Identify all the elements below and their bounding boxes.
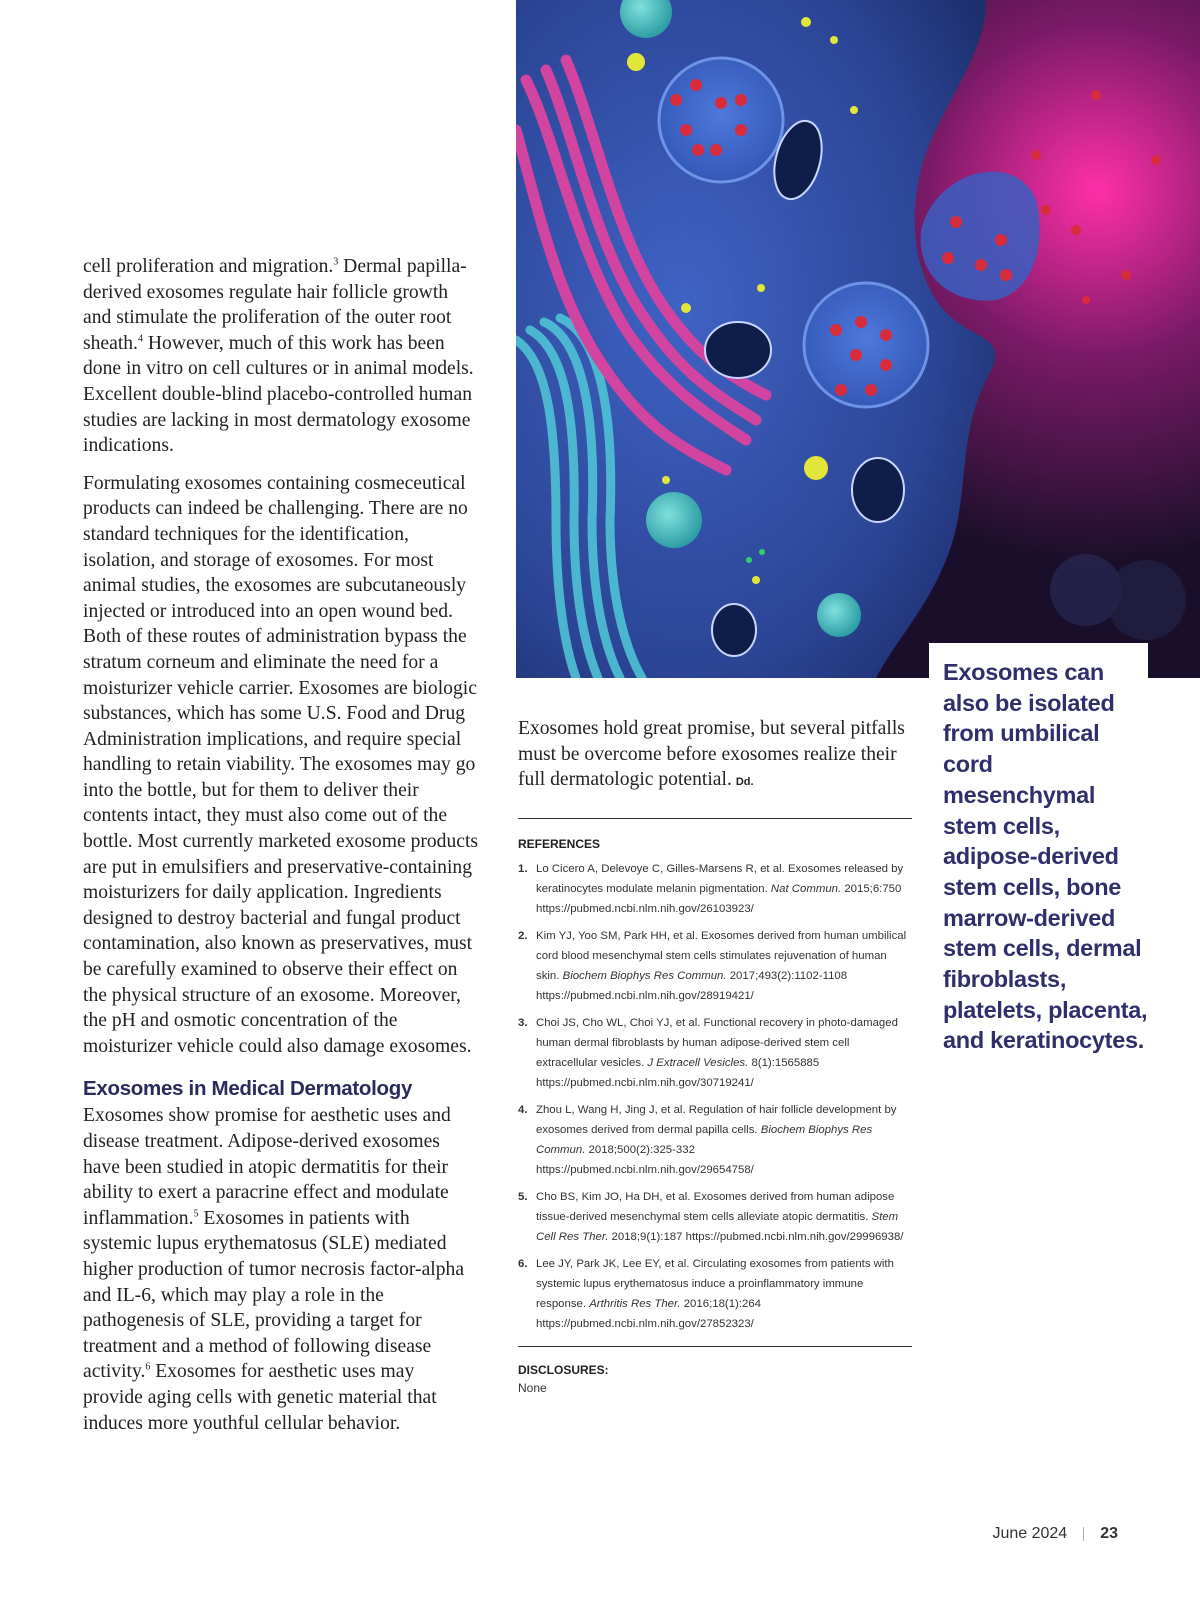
pull-quote: Exosomes can also be isolated from umbilical cord mesenchymal stem cells, adipose-derived stem cells, bone marrow-derived stem cells, dermal fibroblasts, platelets, placenta, and keratinocytes. xyxy=(929,643,1148,1056)
body-paragraph xyxy=(83,1103,479,1436)
reference-number: 5. xyxy=(518,1190,528,1203)
page-number: 23 xyxy=(1100,1525,1118,1542)
page-footer xyxy=(992,1525,1118,1543)
multivesicular-body xyxy=(659,58,783,182)
end-mark: Dd. xyxy=(735,776,754,789)
reference-number: 1. xyxy=(518,862,528,875)
cell-artwork-svg xyxy=(516,0,1200,678)
divider xyxy=(518,818,912,819)
citation-number: 5 xyxy=(193,1208,199,1220)
footer-separator xyxy=(1083,1527,1084,1541)
reference-citation-link[interactable]: 2018;9(1):187 https://pubmed.ncbi.nlm.nih.gov/29996938/ xyxy=(608,1230,904,1243)
reference-number: 3. xyxy=(518,1016,528,1029)
reference-number: 6. xyxy=(518,1257,528,1270)
reference-citation-link[interactable]: 2016;18(1):264 https://pubmed.ncbi.nlm.nih.gov/27852323/ xyxy=(536,1297,761,1330)
paragraph-text: Exosomes in patients with systemic lupus erythematosus (SLE) mediated higher production of tumor necrosis factor-alpha and IL-6, which may play a role in the pathogenesis of SLE, providing a target for treatment and a method of following disease activity. xyxy=(83,1207,465,1383)
reference-authors-title: Lo Cicero A, Delevoye C, Gilles-Marsens R, et al. Exosomes released by keratinocytes modulate melanin pigmentation. xyxy=(536,862,904,895)
left-column xyxy=(83,254,479,1436)
reference-authors-title: Choi JS, Cho WL, Choi YJ, et al. Functional recovery in photo-damaged human dermal fibroblasts by human adipose-derived stem cell extracellular vesicles. xyxy=(536,1016,898,1069)
references-heading: REFERENCES xyxy=(518,836,601,851)
reference-citation-link[interactable]: 2017;493(2):1102-1108 https://pubmed.ncbi.nlm.nih.gov/28919421/ xyxy=(536,969,848,1002)
reference-journal: Biochem Biophys Res Commun. xyxy=(536,1123,873,1156)
section-heading: Exosomes in Medical Dermatology xyxy=(83,1077,413,1101)
reference-item xyxy=(518,1187,912,1247)
reference-authors-title: Zhou L, Wang H, Jing J, et al. Regulation of hair follicle development by exosomes derived from dermal papilla cells. xyxy=(536,1103,897,1136)
reference-authors-title: Cho BS, Kim JO, Ha DH, et al. Exosomes derived from human adipose tissue-derived mesenchymal stem cells alleviate atopic dermatitis. xyxy=(536,1190,895,1223)
disclosures-text: None xyxy=(518,1380,547,1395)
body-paragraph xyxy=(83,254,479,459)
reference-journal: Arthritis Res Ther. xyxy=(589,1297,681,1310)
reference-journal: J Extracell Vesicles. xyxy=(647,1056,749,1069)
reference-item xyxy=(518,1013,912,1093)
paragraph-text: Exosomes show promise for aesthetic uses and disease treatment. Adipose-derived exosomes have been studied in atopic dermatitis for their ability to exert a paracrine effect and modulate inflammation. xyxy=(83,1105,451,1229)
closing-paragraph xyxy=(518,716,912,796)
body-paragraph: Formulating exosomes containing cosmeceutical products can indeed be challenging. There are no standard techniques for the identification, isolation, and storage of exosomes. For most animal studies, the exosomes are subcutaneously injected or introduced into an open wound bed. Both of these routes of administration bypass the stratum corneum and eliminate the need for a moisturizer vehicle carrier. Exosomes are biologic substances, which has some U.S. Food and Drug Administration implications, and require special handling to retain viability. The exosomes may go into the bottle, but for them to deliver their contents intact, they must also come out of the bottle. Most currently marketed exosome products are put in emulsifiers and preservative-containing moisturizers for daily application. Ingredients designed to destroy bacterial and fungal product contamination, also known as preservatives, must be carefully examined to observe their effect on the physical structure of an exosome. Moreover, the pH and osmotic concentration of the moisturizer vehicle could also damage exosomes. xyxy=(83,472,479,1057)
citation-number: 6 xyxy=(145,1361,151,1373)
reference-citation-link[interactable]: 2018;500(2):325-332 https://pubmed.ncbi.nlm.nih.gov/29654758/ xyxy=(536,1143,754,1176)
closing-text: Exosomes hold great promise, but several pitfalls must be overcome before exosomes realize their full dermatologic potential. xyxy=(518,718,905,791)
references-list xyxy=(518,859,912,1334)
reference-item xyxy=(518,1254,912,1334)
exosome-illustration xyxy=(516,0,1200,678)
reference-citation-link[interactable]: 2015;6:750 https://pubmed.ncbi.nlm.nih.gov/26103923/ xyxy=(536,882,902,915)
divider xyxy=(518,1346,912,1347)
citation-number: 3 xyxy=(333,256,339,268)
reference-journal: Biochem Biophys Res Commun. xyxy=(562,969,727,982)
middle-column xyxy=(518,716,912,1395)
reference-number: 2. xyxy=(518,929,528,942)
reference-journal: Stem Cell Res Ther. xyxy=(536,1210,899,1243)
reference-authors-title: Kim YJ, Yoo SM, Park HH, et al. Exosomes derived from human umbilical cord blood mesenchymal stem cells stimulates rejuvenation of human skin. xyxy=(536,929,907,982)
disclosures-heading: DISCLOSURES: xyxy=(518,1362,609,1377)
reference-item xyxy=(518,1100,912,1180)
citation-number: 4 xyxy=(137,333,143,345)
paragraph-text: Exosomes for aesthetic uses may provide aging cells with genetic material that induces more youthful cellular behavior. xyxy=(83,1361,437,1434)
reference-item xyxy=(518,859,912,919)
issue-date: June 2024 xyxy=(992,1525,1068,1542)
paragraph-text: However, much of this work has been done in vitro on cell cultures or in animal models. Excellent double-blind placebo-controlled human studies are lacking in most dermatology exosome indications. xyxy=(83,332,474,457)
paragraph-text: Dermal papilla-derived exosomes regulate hair follicle growth and stimulate the proliferation of the outer root sheath. xyxy=(83,256,467,354)
reference-number: 4. xyxy=(518,1103,528,1116)
paragraph-text: cell proliferation and migration. xyxy=(83,256,334,277)
reference-citation-link[interactable]: 8(1):1565885 https://pubmed.ncbi.nlm.nih.gov/30719241/ xyxy=(536,1056,820,1089)
reference-item xyxy=(518,926,912,1006)
reference-journal: Nat Commun. xyxy=(770,882,842,895)
reference-authors-title: Lee JY, Park JK, Lee EY, et al. Circulating exosomes from patients with systemic lupus erythematosus induce a proinflammatory immune response. xyxy=(536,1257,894,1310)
